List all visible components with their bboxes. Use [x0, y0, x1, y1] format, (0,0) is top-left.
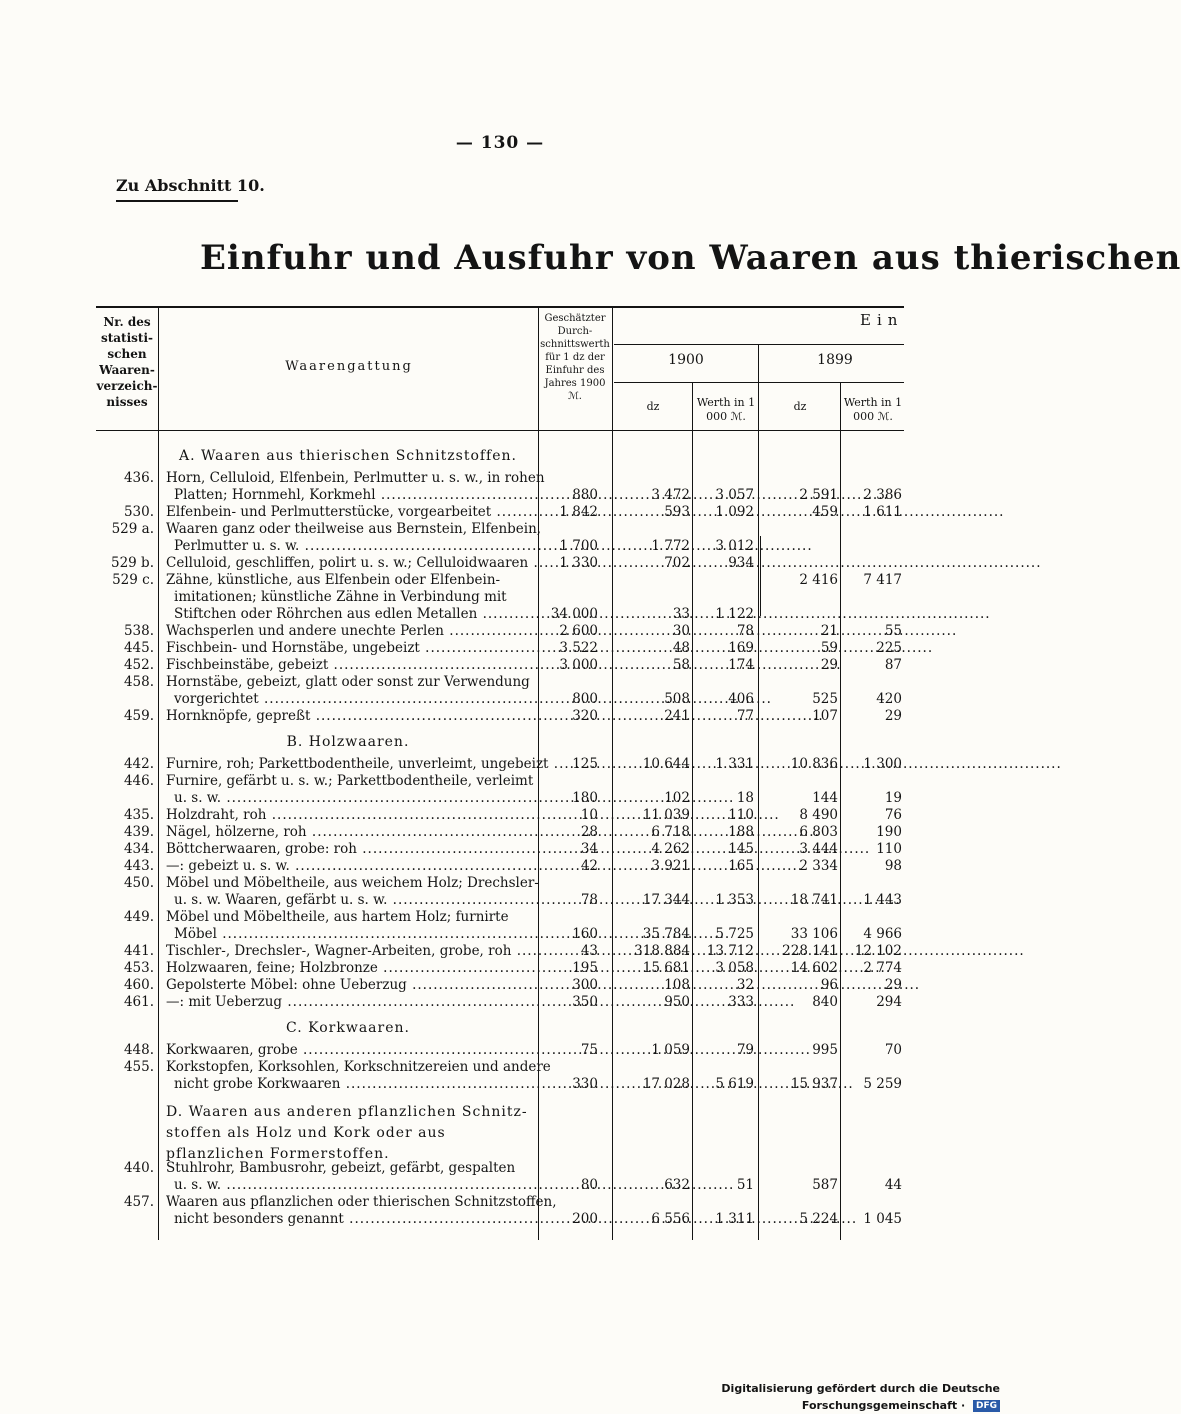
row-werth-1900: 1 311 — [715, 1211, 754, 1227]
row-value-per-dz: 880 — [572, 487, 598, 503]
row-dz-1899: 21 — [820, 623, 838, 639]
header-waarengattung: Waarengattung — [285, 359, 413, 374]
row-description: Holzdraht, roh ..... — [166, 807, 530, 824]
row-dz-1899: 587 — [812, 1177, 838, 1193]
row-werth-1899: 420 — [876, 691, 902, 707]
row-dz-1899: 6 803 — [799, 824, 838, 840]
row-description: —: mit Ueberzug ..... — [166, 994, 530, 1011]
row-dz-1900: 35 784 — [642, 926, 690, 942]
row-number: 440. — [123, 1160, 154, 1176]
row-value-per-dz: 2 600 — [559, 623, 598, 639]
row-value-per-dz: 42 — [580, 858, 598, 874]
row-dz-1899: 459 — [812, 504, 838, 520]
row-dz-1900: 1 772 — [651, 538, 690, 554]
row-dz-1900: 58 — [672, 657, 690, 673]
row-dz-1899: 2 334 — [799, 858, 838, 874]
row-dz-1899: 144 — [812, 790, 838, 806]
row-werth-1900: 145 — [728, 841, 754, 857]
row-description: Horn, Celluloid, Elfenbein, Perlmutter u. s. w., in rohen — [166, 470, 545, 486]
row-werth-1899: 2 386 — [863, 487, 902, 503]
row-dz-1899: 14 602 — [790, 960, 838, 976]
row-werth-1900: 406 — [728, 691, 754, 707]
row-value-per-dz: 125 — [572, 756, 598, 772]
row-value-per-dz: 800 — [572, 691, 598, 707]
row-dz-1899: 29 — [820, 657, 838, 673]
section-c-label: C. Korkwaaren. — [286, 1020, 410, 1036]
row-value-per-dz: 350 — [572, 994, 598, 1010]
row-number: 435. — [123, 807, 154, 823]
row-werth-1899: 4 966 — [863, 926, 902, 942]
row-description: —: gebeizt u. s. w. ..... — [166, 858, 530, 875]
row-dz-1900: 3 921 — [651, 858, 690, 874]
row-value-per-dz: 34 — [580, 841, 598, 857]
row-value-per-dz: 330 — [572, 1076, 598, 1092]
row-dz-1900: 632 — [664, 1177, 690, 1193]
section-d-label: D. Waaren aus anderen pflanzlichen Schnitz-stoffen als Holz und Kork oder aus pflanzlichen Formerstoffen. — [166, 1104, 528, 1162]
row-description: u. s. w. ..... — [166, 1177, 538, 1194]
row-werth-1900: 3 058 — [715, 960, 754, 976]
row-werth-1900: 1 331 — [715, 756, 754, 772]
row-description: Platten; Hornmehl, Korkmehl ..... — [166, 487, 538, 504]
row-werth-1899: 19 — [884, 790, 902, 806]
row-value-per-dz: 3 000 — [559, 657, 598, 673]
row-dz-1899: 33 106 — [790, 926, 838, 942]
row-werth-1900: 169 — [728, 640, 754, 656]
row-werth-1899: 1 443 — [863, 892, 902, 908]
row-number: 442. — [123, 756, 154, 772]
row-werth-1899: 12 102 — [854, 943, 902, 959]
row-werth-1899: 76 — [884, 807, 902, 823]
row-description: Holzwaaren, feine; Holzbronze ..... — [166, 960, 530, 977]
row-description: Zähne, künstliche, aus Elfenbein oder Elfenbein- — [166, 572, 501, 588]
row-value-per-dz: 80 — [580, 1177, 598, 1193]
header-nr: Nr. des statisti-schen Waaren-verzeich-nisses — [96, 315, 158, 409]
row-werth-1899: 98 — [884, 858, 902, 874]
row-werth-1900: 77 — [736, 708, 754, 724]
row-dz-1899: 2 416 — [799, 572, 838, 588]
row-value-per-dz: 43 — [580, 943, 598, 959]
row-value-per-dz: 180 — [572, 790, 598, 806]
row-werth-1899: 110 — [876, 841, 902, 857]
row-number: 453. — [123, 960, 154, 976]
row-description: Furnire, gefärbt u. s. w.; Parkettbodentheile, verleimt — [166, 773, 534, 789]
row-dz-1899: 10 836 — [790, 756, 838, 772]
section-reference: Zu Abschnitt 10. — [116, 176, 265, 195]
row-number: 446. — [123, 773, 154, 789]
row-description: Elfenbein- und Perlmutterstücke, vorgearbeitet ..... — [166, 504, 530, 521]
row-dz-1900: 17 344 — [642, 892, 690, 908]
row-description: u. s. w. ..... — [166, 790, 538, 807]
row-number: 529 c. — [112, 572, 154, 588]
row-werth-1900: 174 — [728, 657, 754, 673]
row-number: 455. — [123, 1059, 154, 1075]
row-description: Gepolsterte Möbel: ohne Ueberzug ..... — [166, 977, 530, 994]
row-werth-1900: 5 619 — [715, 1076, 754, 1092]
row-number: 460. — [123, 977, 154, 993]
row-description: Wachsperlen und andere unechte Perlen ..... — [166, 623, 530, 640]
row-description: Möbel und Möbeltheile, aus weichem Holz; Drechsler- — [166, 875, 539, 891]
row-number: 538. — [123, 623, 154, 639]
header-werth-1900: Werth in 1 000 ℳ. — [696, 396, 756, 423]
header-ein: Ein — [860, 311, 904, 329]
row-description: Hornstäbe, gebeizt, glatt oder sonst zur Verwendung — [166, 674, 530, 690]
row-dz-1899: 995 — [812, 1042, 838, 1058]
row-werth-1900: 165 — [728, 858, 754, 874]
row-dz-1900: 11 039 — [642, 807, 690, 823]
row-description: Stiftchen oder Röhrchen aus edlen Metallen ..... — [166, 606, 538, 623]
row-description: Korkwaaren, grobe ..... — [166, 1042, 530, 1059]
row-number: 449. — [123, 909, 154, 925]
row-werth-1900: 5 725 — [715, 926, 754, 942]
row-dz-1899: 840 — [812, 994, 838, 1010]
row-value-per-dz: 1 842 — [559, 504, 598, 520]
header-dz-1899: dz — [793, 400, 807, 413]
row-werth-1900: 13 712 — [706, 943, 754, 959]
row-number: 461. — [123, 994, 154, 1010]
header-year-1899: 1899 — [817, 352, 853, 368]
row-description: Fischbeinstäbe, gebeizt ..... — [166, 657, 530, 674]
row-dz-1900: 6 556 — [651, 1211, 690, 1227]
row-werth-1900: 1 353 — [715, 892, 754, 908]
row-value-per-dz: 34 000 — [550, 606, 598, 622]
row-dz-1899: 525 — [812, 691, 838, 707]
row-werth-1899: 29 — [884, 708, 902, 724]
row-description: Möbel und Möbeltheile, aus hartem Holz; furnirte — [166, 909, 509, 925]
row-value-per-dz: 320 — [572, 708, 598, 724]
row-description: Nägel, hölzerne, roh ..... — [166, 824, 530, 841]
row-value-per-dz: 195 — [572, 960, 598, 976]
row-description: Fischbein- und Hornstäbe, ungebeizt ..... — [166, 640, 530, 657]
row-werth-1900: 79 — [736, 1042, 754, 1058]
row-werth-1900: 1 122 — [715, 606, 754, 622]
row-number: 458. — [123, 674, 154, 690]
row-werth-1900: 188 — [728, 824, 754, 840]
row-dz-1900: 593 — [664, 504, 690, 520]
row-dz-1900: 6 718 — [651, 824, 690, 840]
row-number: 450. — [123, 875, 154, 891]
dfg-logo: DFG — [973, 1400, 1000, 1412]
row-number: 452. — [123, 657, 154, 673]
row-werth-1900: 3 012 — [715, 538, 754, 554]
row-dz-1899: 2 591 — [799, 487, 838, 503]
row-werth-1900: 934 — [728, 555, 754, 571]
row-description: Furnire, roh; Parkettbodentheile, unverleimt, ungebeizt ..... — [166, 756, 530, 773]
row-dz-1899: 59 — [820, 640, 838, 656]
row-werth-1899: 87 — [884, 657, 902, 673]
row-dz-1900: 702 — [664, 555, 690, 571]
row-werth-1899: 2 774 — [863, 960, 902, 976]
row-dz-1900: 17 028 — [642, 1076, 690, 1092]
row-description: imitationen; künstliche Zähne in Verbindung mit — [174, 589, 507, 605]
row-werth-1899: 70 — [884, 1042, 902, 1058]
row-description: Celluloid, geschliffen, polirt u. s. w.; Celluloidwaaren ..... — [166, 555, 530, 572]
row-werth-1899: 190 — [876, 824, 902, 840]
row-number: 436. — [123, 470, 154, 486]
row-description: Böttcherwaaren, grobe: roh ..... — [166, 841, 530, 858]
row-number: 434. — [123, 841, 154, 857]
row-werth-1900: 78 — [736, 623, 754, 639]
row-dz-1900: 3 472 — [651, 487, 690, 503]
row-description: u. s. w. Waaren, gefärbt u. s. w. ..... — [166, 892, 538, 909]
row-value-per-dz: 10 — [580, 807, 598, 823]
row-dz-1899: 3 444 — [799, 841, 838, 857]
row-dz-1899: 15 937 — [790, 1076, 838, 1092]
row-description: nicht besonders genannt ..... — [166, 1211, 538, 1228]
row-number: 457. — [123, 1194, 154, 1210]
row-werth-1900: 333 — [728, 994, 754, 1010]
row-werth-1899: 1 045 — [863, 1211, 902, 1227]
row-werth-1899: 225 — [876, 640, 902, 656]
row-value-per-dz: 75 — [580, 1042, 598, 1058]
row-number: 529 b. — [111, 555, 154, 571]
row-description: Möbel ..... — [166, 926, 538, 943]
row-dz-1899: 107 — [812, 708, 838, 724]
header-value-unit: ℳ. — [568, 391, 582, 402]
row-value-per-dz: 200 — [572, 1211, 598, 1227]
row-value-per-dz: 1 700 — [559, 538, 598, 554]
header-value-text: Geschätzter Durch-schnittswerth für 1 dz der Einfuhr des Jahres 1900 — [540, 313, 610, 389]
page-number: — 130 — — [455, 133, 545, 153]
row-number: 439. — [123, 824, 154, 840]
row-dz-1900: 102 — [664, 790, 690, 806]
row-werth-1899: 7 417 — [863, 572, 902, 588]
row-dz-1900: 108 — [664, 977, 690, 993]
footer-credit: Digitalisierung gefördert durch die Deutsche Forschungsgemeinschaft · DFG — [721, 1382, 1000, 1412]
row-dz-1900: 10 644 — [642, 756, 690, 772]
row-dz-1900: 4 262 — [651, 841, 690, 857]
row-description: Stuhlrohr, Bambusrohr, gebeizt, gefärbt, gespalten — [166, 1160, 516, 1176]
row-value-per-dz: 160 — [572, 926, 598, 942]
row-dz-1899: 18 741 — [790, 892, 838, 908]
row-dz-1900: 15 681 — [642, 960, 690, 976]
row-werth-1900: 32 — [736, 977, 754, 993]
row-number: 459. — [123, 708, 154, 724]
header-year-1900: 1900 — [668, 352, 704, 368]
header-werth-1899: Werth in 1 000 ℳ. — [843, 396, 903, 423]
row-value-per-dz: 300 — [572, 977, 598, 993]
row-description: Perlmutter u. s. w. ..... — [166, 538, 538, 555]
row-description: Waaren aus pflanzlichen oder thierischen Schnitzstoffen, — [166, 1194, 557, 1210]
row-value-per-dz: 3 522 — [559, 640, 598, 656]
row-dz-1899: 8 490 — [799, 807, 838, 823]
row-number: 441. — [123, 943, 154, 959]
row-value-per-dz: 28 — [580, 824, 598, 840]
row-number: 448. — [123, 1042, 154, 1058]
row-number: 529 a. — [111, 521, 154, 537]
row-dz-1900: 48 — [672, 640, 690, 656]
row-description: Tischler-, Drechsler-, Wagner-Arbeiten, grobe, roh ..... — [166, 943, 530, 960]
row-werth-1899: 5 259 — [863, 1076, 902, 1092]
row-description: nicht grobe Korkwaaren ..... — [166, 1076, 538, 1093]
header-dz-1900: dz — [646, 400, 660, 413]
row-description: Hornknöpfe, gepreßt ..... — [166, 708, 530, 725]
row-dz-1899: 5 224 — [799, 1211, 838, 1227]
row-dz-1900: 950 — [664, 994, 690, 1010]
row-description: Korkstopfen, Korksohlen, Korkschnitzereien und andere — [166, 1059, 551, 1075]
row-werth-1899: 1 300 — [863, 756, 902, 772]
row-dz-1900: 508 — [664, 691, 690, 707]
row-werth-1900: 3 057 — [715, 487, 754, 503]
page-title: Einfuhr und Ausfuhr von Waaren aus thierischen — [200, 238, 1181, 278]
row-number: 445. — [123, 640, 154, 656]
row-dz-1900: 30 — [672, 623, 690, 639]
row-werth-1900: 18 — [736, 790, 754, 806]
row-number: 530. — [123, 504, 154, 520]
row-dz-1900: 1 059 — [651, 1042, 690, 1058]
row-dz-1900: 241 — [664, 708, 690, 724]
row-werth-1899: 294 — [876, 994, 902, 1010]
row-werth-1900: 110 — [728, 807, 754, 823]
row-description: vorgerichtet ..... — [166, 691, 538, 708]
row-description: Waaren ganz oder theilweise aus Bernstein, Elfenbein, — [166, 521, 542, 537]
row-werth-1899: 1 611 — [863, 504, 902, 520]
row-value-per-dz: 1 330 — [559, 555, 598, 571]
row-number: 443. — [123, 858, 154, 874]
row-dz-1900: 33 — [672, 606, 690, 622]
row-werth-1899: 44 — [884, 1177, 902, 1193]
row-value-per-dz: 78 — [580, 892, 598, 908]
row-werth-1899: 29 — [884, 977, 902, 993]
row-werth-1900: 51 — [736, 1177, 754, 1193]
section-a-label: A. Waaren aus thierischen Schnitzstoffen. — [179, 448, 517, 464]
row-dz-1899: 228 141 — [782, 943, 838, 959]
row-werth-1900: 1 092 — [715, 504, 754, 520]
footer-text: Digitalisierung gefördert durch die Deutsche Forschungsgemeinschaft — [721, 1382, 1000, 1412]
section-b-label: B. Holzwaaren. — [286, 734, 410, 750]
row-werth-1899: 55 — [884, 623, 902, 639]
row-dz-1900: 318 884 — [634, 943, 690, 959]
row-dz-1899: 96 — [820, 977, 838, 993]
